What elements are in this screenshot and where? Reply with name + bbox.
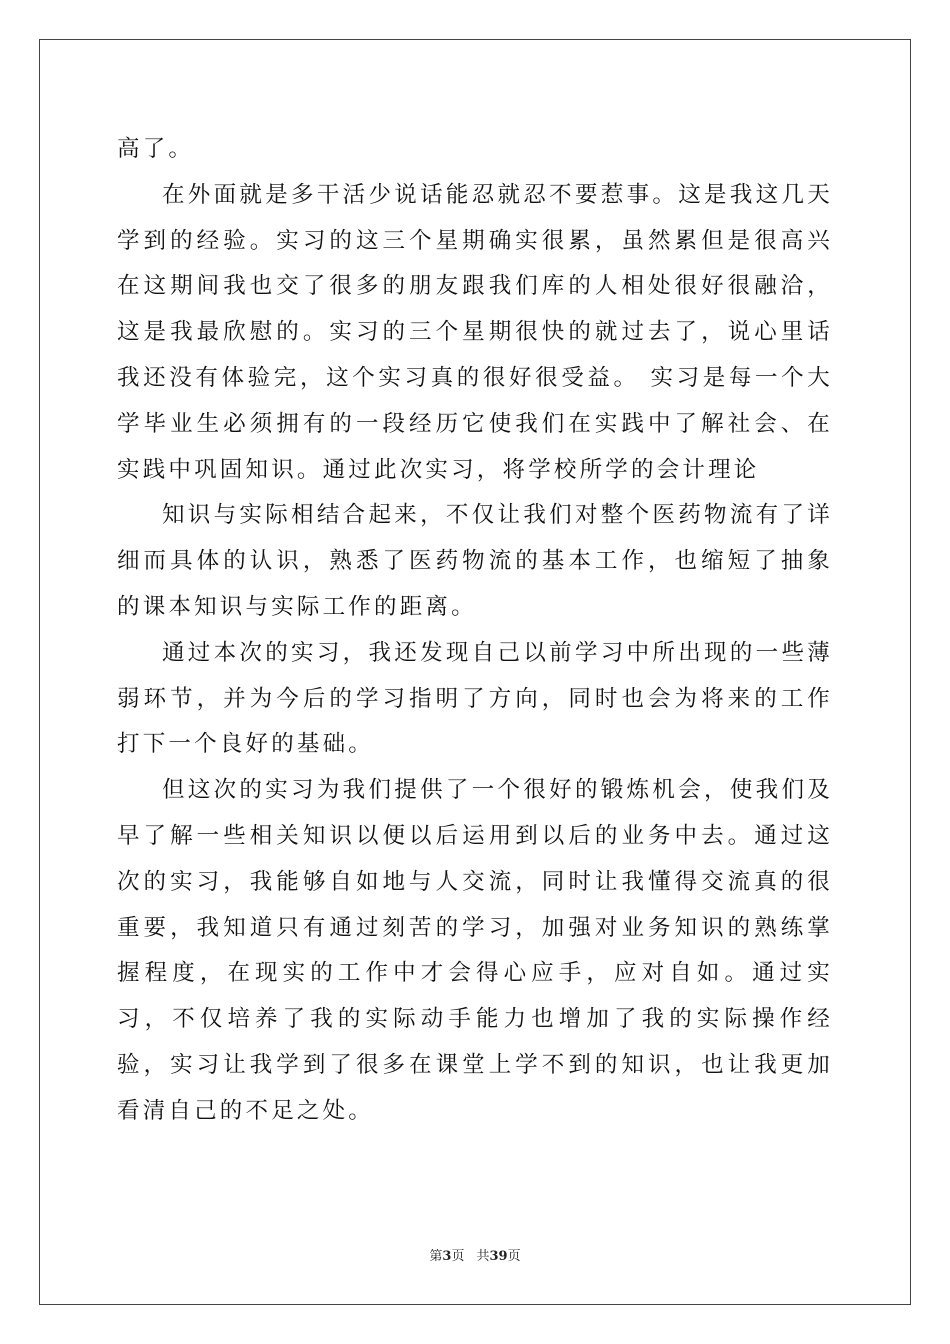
total-pages: 39 <box>489 1249 508 1264</box>
page-prefix: 第 <box>429 1249 443 1264</box>
paragraph-2: 在外面就是多干活少说话能忍就忍不要惹事。这是我这几天学到的经验。实习的这三个星期确实很累，虽然累但是很高兴在这期间我也交了很多的朋友跟我们库的人相处很好很融洽，这是我最欣慰的。实习的三个星期很快的就过去了，说心里话我还没有体验完，这个实习真的很好很受益。 实习是每一个大学毕业生必须拥有的一段经历它使我们在实践中了解社会、在实践中巩固知识。通过此次实习，将学校所学的会计理论 <box>117 181 833 483</box>
document-body <box>117 127 833 1135</box>
page-number: 3 <box>442 1249 452 1264</box>
paragraph-5: 但这次的实习为我们提供了一个很好的锻炼机会，使我们及早了解一些相关知识以便以后运用到以后的业务中去。通过这次的实习，我能够自如地与人交流，同时让我懂得交流真的很重要，我知道只有通过刻苦的学习，加强对业务知识的熟练掌握程度，在现实的工作中才会得心应手，应对自如。通过实习，不仅培养了我的实际动手能力也增加了我的实际操作经验，实习让我学到了很多在课堂上学不到的知识，也让我更加看清自己的不足之处。 <box>117 777 833 1124</box>
page-footer <box>0 1248 950 1266</box>
page-suffix: 页 <box>451 1249 465 1264</box>
paragraph-4: 通过本次的实习，我还发现自己以前学习中所出现的一些薄弱环节，并为今后的学习指明了方向，同时也会为将来的工作打下一个良好的基础。 <box>117 639 833 758</box>
total-prefix: 共 <box>476 1249 490 1264</box>
paragraph-1: 高了。 <box>117 136 195 162</box>
total-suffix: 页 <box>507 1249 521 1264</box>
paragraph-3: 知识与实际相结合起来，不仅让我们对整个医药物流有了详细而具体的认识，熟悉了医药物流的基本工作，也缩短了抽象的课本知识与实际工作的距离。 <box>117 502 833 620</box>
